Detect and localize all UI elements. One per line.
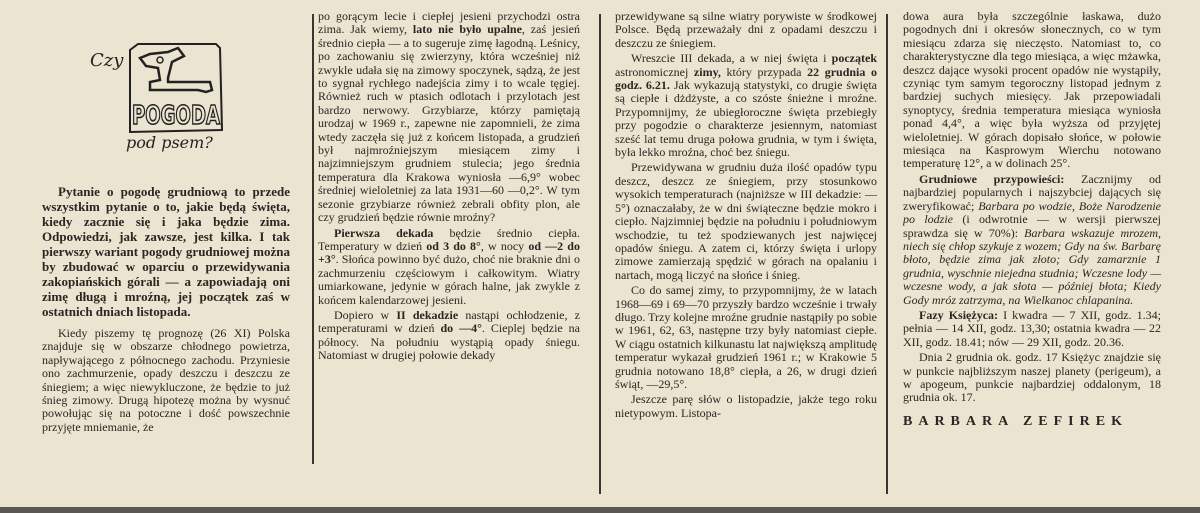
article-column-3: [615, 10, 877, 420]
article-column-1: [42, 184, 290, 434]
article-column-2: [318, 10, 580, 363]
text-run: Dnia 2 grudnia ok. godz. 17 Księżyc znajdzie się w punkcie najbliższym naszej planety (perigeum), a w apogeum, punkcie najbardziej oddalonym, 18 grudnia ok. 17.: [903, 350, 1161, 405]
text-run: . Cieplej będzie na północy. Na południu wystąpią opady śniegu. Natomiast w drugiej połowie dekady: [318, 321, 580, 363]
article-paragraph: [615, 52, 877, 159]
article-paragraph: [615, 393, 877, 420]
text-run: , zaś jesień średnio ciepła — a to sugeruje zimę łagodną. Leśnicy, po zachowaniu się zwierzyny, która wcześniej niż zwykle udała się na zimowy spoczynek, sądzą, że jest to sygnał rychłego nadejścia zimy i to wcale tęgiej. Również ruch w ptasich odlotach i przylotach jest bardzo nerwowy. Grzybiarze, którzy pamiętają urodzaj w 1969 r., zapewne nie zapomnieli, że zima wtedy zaczęła się już z końcem listopada, a grudzień był najmroźniejszym miesiącem zimy i najzimniejszym grudniem stulecia; jego średnia temperatura dla Krakowa wyniosła —6,9° wobec średniej wieloletniej za lata 1931—60 —0,2°. W tym sezonie grzybiarze również zebrali obfity plon, ale czy grudzień będzie równie mroźny?: [318, 22, 580, 225]
text-run: po gorącym lecie i ciepłej jesieni przychodzi ostra zima. Jak wiemy,: [318, 9, 580, 37]
logo-text-pod-psem: pod psem?: [126, 133, 213, 152]
column-logo-dog-illustration: [88, 18, 248, 152]
bold-text: od —2 do +3°: [318, 238, 580, 267]
lede-paragraph: Pytanie o pogodę grudniową to przede wszystkim pytanie o to, jakie będą święta, kiedy zacznie się i jaka będzie zima. Odpowiedzi, jak zawsze, jest kilka. I tak pierwszy wariant pogody grudniowej można by zbudować w oparciu o przewidywania zakopiańskich górali — a zapowiadają oni zimę długą i mroźną, jej początek zaś w ostatnich dniach listopada.: [42, 184, 290, 319]
author-signature: BARBARA ZEFIREK: [903, 413, 1128, 429]
bold-text: Pierwsza dekada: [334, 225, 434, 240]
article-paragraph: [903, 351, 1161, 405]
article-paragraph: [903, 309, 1161, 349]
text-run: nastąpi ochłodzenie, z temperaturami w dzień: [318, 307, 580, 336]
text-run: (i odwrotnie — w wersji pierwszej sprawdza się w 70%):: [903, 212, 1161, 240]
text-run: Co do samej zimy, to przypomnijmy, że w latach 1968—69 i 69—70 przyszły bardzo wcześnie i trwały długo. Trzy kolejne mroźne grudnie nastąpiły po sobie w 1961, 62, 63, następne trzy były natomiast ciepłe. W ciągu ostatnich kilkunastu lat największą amplitudę temperatur wykazał grudzień 1961 r.; w Krakowie 5 grudnia notowano 18,8° ciepła, a 26, w drugi dzień świąt, —29,5°.: [615, 283, 877, 391]
text-run: który przypada: [720, 64, 808, 79]
column-divider: [886, 14, 888, 494]
article-paragraph: [615, 284, 877, 391]
bold-text: początek: [831, 51, 877, 66]
text-run: dowa aura była szczególnie łaskawa, dużo pogodnych dni i okresów słonecznych, co w tym miesiącu zdarza się nieczęsto. Natomiast to, co charakterystyczne dla tego miesiąca, a więc mżawka, deszcz dające wysoki procent opadów nie wystąpiły, czyniąc tym samym tegoroczny listopad jednym z bardziej suchych miesięcy. Jak przepowiadali synoptycy, średnia temperatura miesiąca wyniosła ponad 4,4°, a więc była wyższa od przyjętej wieloletniej. W górach dopisało słońce, w połowie miesiąca na Kasprowym Wierchu notowano temperaturę 12°, a w dolinach 25°.: [903, 9, 1161, 171]
bold-text: Fazy Księżyca:: [919, 307, 999, 322]
text-run: . Słońca powinno być dużo, choć nie braknie dni o zachmurzeniu częściowym i całkowitym. Wiatry umiarkowane, jedynie w górach halne, jak zwykle z końcem kalendarzowej jesieni.: [318, 252, 580, 307]
bold-text: zimy,: [693, 64, 721, 79]
bold-text: II dekadzie: [396, 307, 459, 322]
text-run: Kiedy piszemy tę prognozę (26 XI) Polska znajduje się w obszarze chłodnego powietrza, napływającego z północnego zachodu. Przyniesie ono zachmurzenie, opady deszczu i deszczu ze śniegiem; a więc niewykluczone, że będzie to już śnieg zimowy. Drugą hipotezę można by wysnuć powołując się na potoczne i dość powszechnie przyjęte mniemanie, że: [42, 326, 290, 434]
article-paragraph: [615, 161, 877, 282]
article-paragraph: [615, 10, 877, 50]
italic-text: Barbara po wodzie, Boże Narodzenie po lodzie: [903, 198, 1162, 227]
article-paragraph: [318, 10, 580, 225]
bold-text: lato nie było upalne: [412, 22, 522, 37]
text-run: Wreszcie III dekada, a w niej święta i: [631, 51, 832, 66]
logo-text-czy: Czy: [90, 50, 124, 71]
text-run: Zacznijmy od najbardziej popularnych i najszybciej dających się zweryfikować;: [903, 171, 1161, 213]
article-paragraph: [903, 173, 1161, 307]
column-divider: [599, 14, 601, 494]
article-paragraph: [318, 309, 580, 363]
text-run: astronomicznej: [615, 64, 694, 79]
text-run: Jak wykazują statystyki, co drugie święta są ciepłe i dżdżyste, a co szóste śnieżne i mroźne. Przypomnijmy, że ubiegłoroczne święta przebiegły przy pogodzie o charakterze jesiennym, natomiast sześć lat temu druga połowa grudnia, w tym i święta, była lekko mroźna, choć bez śniegu.: [615, 78, 878, 160]
italic-text: Barbara wskazuje mrozem, niech się chłop szykuje z wozem; Gdy na św. Barbarę błoto, będzie zima jak złoto; Gdy zamarznie 1 grudnia, wyschnie niejedna studnia; Wczesne lody — wczesne wody, a jak słota — później błota; Kiedy Gody mróz zatrzyma, na Wielkanoc chlapanina.: [903, 225, 1161, 307]
text-run: , w nocy: [480, 238, 529, 253]
article-column-4: [903, 10, 1161, 428]
page-bottom-edge: [0, 507, 1200, 513]
text-run: Jeszcze parę słów o listopadzie, jakże tego roku nietypowym. Listopa-: [615, 392, 877, 420]
bold-text: Grudniowe przypowieści:: [919, 171, 1065, 186]
text-run: Przewidywana w grudniu duża ilość opadów typu deszcz, deszcz ze śniegiem, przy stosunkowo wysokich temperaturach (najniższe w III dekadzie: —5°) oznaczałaby, że w dni świąteczne będzie mokro i ciepło. Najzimniej będzie na południu i południowym wschodzie, tu też spodziewanych jest najwięcej opadów śniegu. A zatem ci, którzy święta i urlopy zimowe zamierzają spędzić w górach na opalaniu i nartach, mogą liczyć na słońce i śnieg.: [615, 160, 877, 282]
bold-text: 22 grudnia o godz. 6.21.: [615, 64, 877, 93]
text-run: Dopiero w: [334, 307, 397, 322]
article-paragraph: [318, 227, 580, 307]
text-run: I kwadra — 7 XII, godz. 1.34; pełnia — 14 XII, godz. 13,30; ostatnia kwadra — 22 XII, godz. 18.41; nów — 29 XII, godz. 20.36.: [903, 307, 1162, 349]
article-paragraph: [903, 10, 1161, 171]
bold-text: od 3 do 8°: [426, 238, 481, 253]
text-run: będzie średnio ciepła. Temperatury w dzień: [318, 225, 580, 253]
column-divider: [312, 14, 314, 464]
bold-text: do —4°: [440, 321, 482, 336]
article-paragraph: [42, 327, 290, 434]
text-run: przewidywane są silne wiatry porywiste w środkowej Polsce. Będą przeważały dni z opadami deszczu i deszczu ze śniegiem.: [615, 9, 877, 50]
logo-text-pogoda: POGODA: [132, 101, 220, 131]
